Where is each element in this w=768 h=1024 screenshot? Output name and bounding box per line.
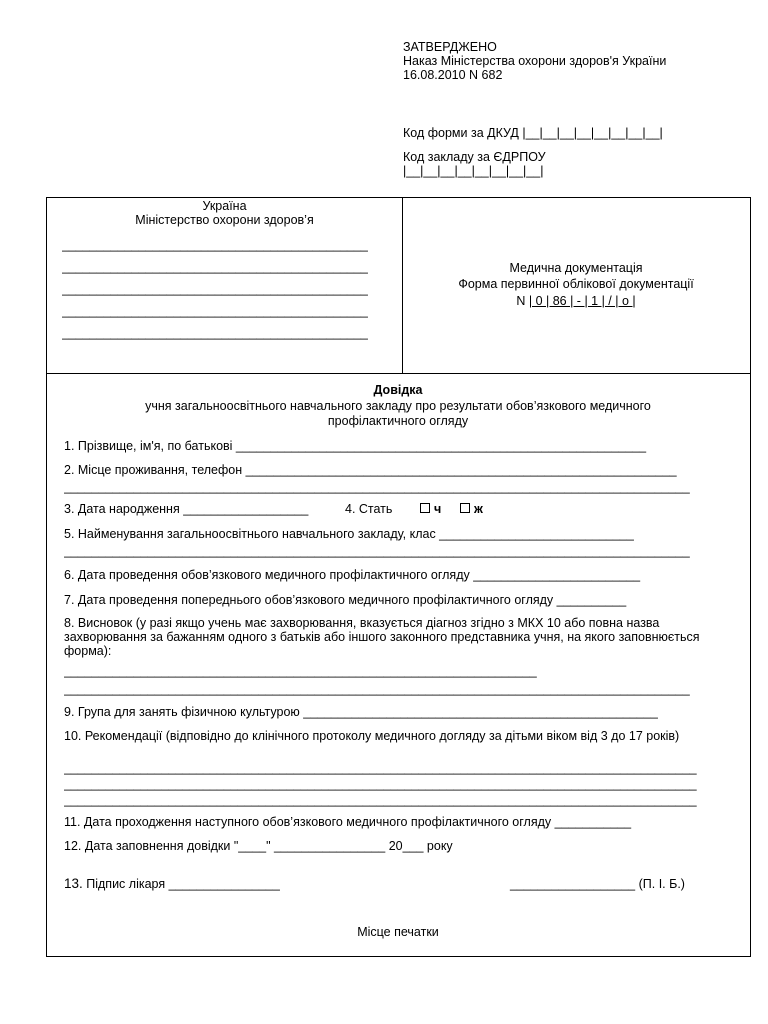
edrpou-label: Код закладу за ЄДРПОУ [403,150,546,164]
signature-label: Підпис лікаря ________________ [82,877,280,891]
form-number [403,294,749,308]
med-doc-label: Медична документація [509,261,643,275]
field-fill-date[interactable]: 12. Дата заповнення довідки "____" ________________ 20___ року [64,839,453,853]
field-sex-label: 4. Стать [345,502,393,516]
institution-line[interactable]: ____________________________________________ [62,304,368,318]
signature-number: 13. [64,876,83,891]
field-school-class[interactable]: 5. Найменування загальноосвітнього навчального закладу, клас ____________________________ [64,527,634,541]
checkbox-icon[interactable] [460,503,470,513]
form-number-prefix: N [516,294,529,308]
form-number-value: | 0 | 86 | - | 1 | / | о | [528,294,636,308]
checkbox-icon[interactable] [420,503,430,513]
field-exam-date[interactable]: 6. Дата проведення обов’язкового медичного профілактичного огляду ________________________ [64,568,641,582]
field-address-phone[interactable]: 2. Місце проживання, телефон ______________________________________________________________ [64,463,677,477]
document-title: Довідка [373,383,423,397]
field-conclusion: 8. Висновок (у разі якщо учень має захворювання, вказується діагноз згідно з МКХ 10 або повна назва захворювання за бажанням одного з батьків або іншого законного представника учня, на якого заповнюється форма): [64,616,700,658]
field-previous-exam-date[interactable]: 7. Дата проведення попереднього обов’язкового медичного профілактичного огляду __________ [64,593,627,607]
sex-option-female[interactable]: ж [460,502,483,516]
field-school-continuation[interactable]: __________________________________________________________________________________________ [64,544,690,558]
approval-title: ЗАТВЕРДЖЕНО [403,40,497,54]
recommendation-line[interactable]: ___________________________________________________________________________________________ [64,777,697,791]
ministry-label: Міністерство охорони здоров’я [135,213,314,227]
field-full-name[interactable]: 1. Прізвище, ім'я, по батькові ___________________________________________________________ [64,439,647,453]
field-doctor-signature[interactable] [64,877,280,891]
document-subtitle-2: профілактичного огляду [327,414,469,428]
country-label: Україна [202,199,247,213]
field-recommendations: 10. Рекомендації (відповідно до клінічного протоколу медичного догляду за дітьми віком від 3 до 17 років) [64,729,680,743]
edrpou-boxes: |__|__|__|__|__|__|__|__| [403,164,544,178]
stamp-place-label: Місце печатки [357,925,439,939]
document-subtitle-1: учня загальноосвітнього навчального закладу про результати обов’язкового медичного [145,399,651,413]
institution-line[interactable]: ____________________________________________ [62,282,368,296]
field-doctor-name[interactable]: __________________ (П. І. Б.) [510,877,685,891]
recommendation-line[interactable]: ___________________________________________________________________________________________ [64,761,697,775]
approval-order: Наказ Міністерства охорони здоров'я України [403,54,667,68]
conclusion-line[interactable]: __________________________________________________________________________________________ [64,682,690,696]
sex-option-male[interactable]: ч [420,502,441,516]
institution-line[interactable]: ____________________________________________ [62,260,368,274]
approval-date: 16.08.2010 N 682 [403,68,503,82]
recommendation-line[interactable]: ___________________________________________________________________________________________ [64,793,697,807]
field-pe-group[interactable]: 9. Група для занять фізичною культурою ___________________________________________________ [64,705,658,719]
header-divider-horizontal [46,373,750,374]
field-birth-date[interactable]: 3. Дата народження __________________ [64,502,309,516]
field-next-exam-date[interactable]: 11. Дата проходження наступного обов’язкового медичного профілактичного огляду ___________ [64,815,632,829]
dkud-code: Код форми за ДКУД |__|__|__|__|__|__|__|__| [403,126,663,140]
institution-line[interactable]: ____________________________________________ [62,326,368,340]
institution-line[interactable]: ____________________________________________ [62,238,368,252]
conclusion-line[interactable]: ____________________________________________________________________ [64,664,537,678]
form-type-label: Форма первинної облікової документації [458,277,694,291]
field-address-continuation[interactable]: __________________________________________________________________________________________ [64,480,690,494]
